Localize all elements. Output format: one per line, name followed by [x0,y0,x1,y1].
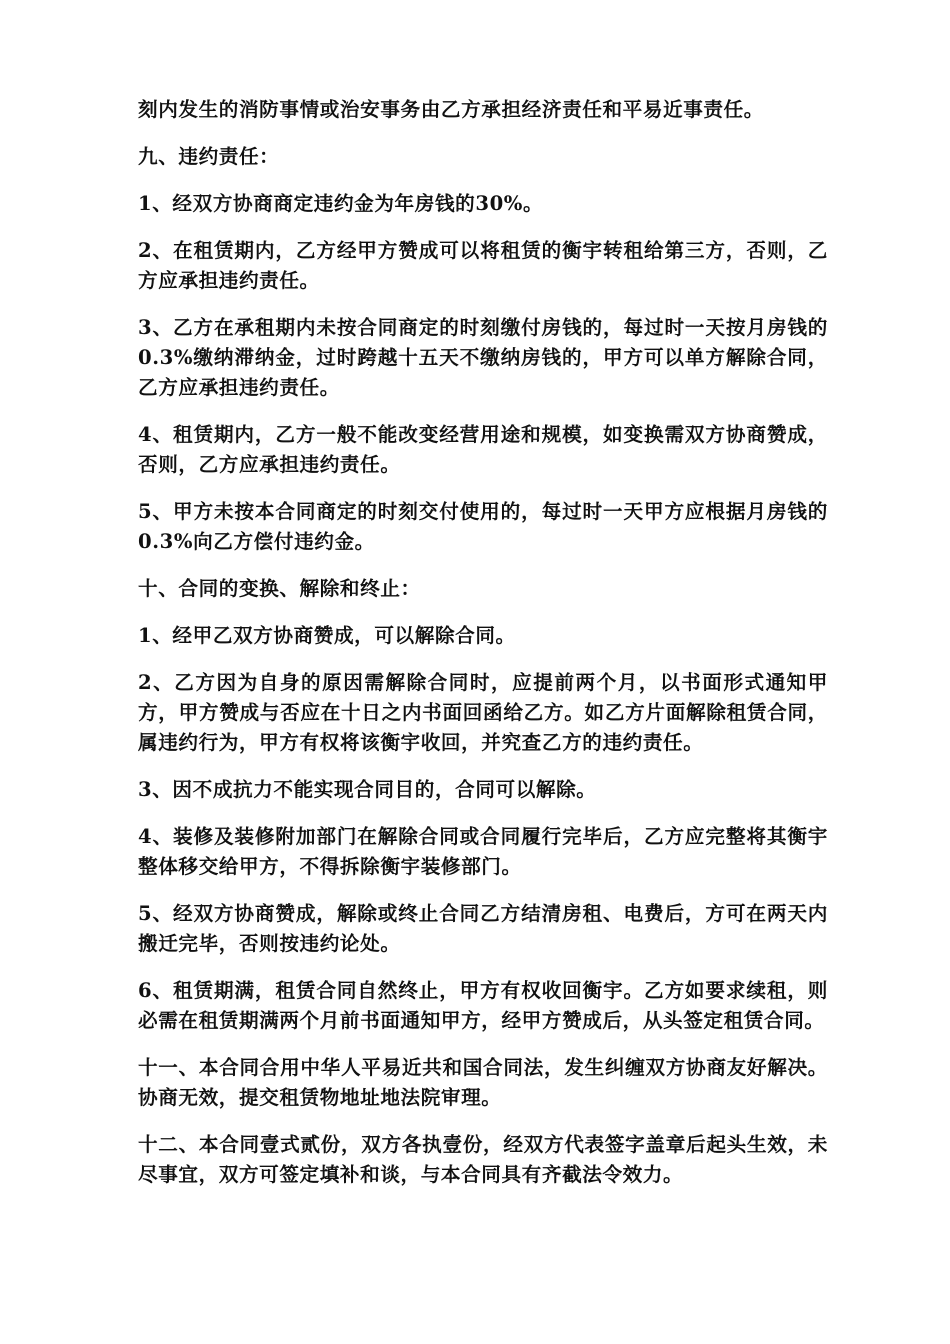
paragraph-fire-safety-liability: 刻内发生的消防事情或治安事务由乙方承担经济责任和平易近事责任。 [138,98,765,121]
paragraph-late-rent: 3、乙方在承租期内未按合同商定的时刻缴付房钱的，每过时一天按月房钱的0.3%缴纳滞纳金，过时跨越十五天不缴纳房钱的，甲方可以单方解除合同，乙方应承担违约责任。 [138,316,828,399]
paragraph-business-use: 4、租赁期内，乙方一般不能改变经营用途和规模，如变换需双方协商赞成，否则，乙方应承担违约责任。 [138,423,828,476]
paragraph-governing-law: 十一、本合同合用中华人平易近共和国合同法，发生纠缠双方协商友好解决。协商无效，提交租赁物地址地法院审理。 [138,1056,828,1109]
paragraph-penalty-rate: 1、经双方协商商定违约金为年房钱的30%。 [138,192,544,215]
section-heading-termination: 十、合同的变换、解除和终止： [138,577,421,600]
document-page [138,95,828,1207]
paragraph-tenant-termination: 2、乙方因为自身的原因需解除合同时，应提前两个月，以书面形式通知甲方，甲方赞成与否应在十日之内书面回函给乙方。如乙方片面解除租赁合同，属违约行为，甲方有权将该衡宇收回，并究查乙方的违约责任。 [138,671,828,754]
paragraph-renovation: 4、装修及装修附加部门在解除合同或合同履行完毕后，乙方应完整将其衡宇整体移交给甲方，不得拆除衡宇装修部门。 [138,825,828,878]
section-heading-breach-liability: 九、违约责任： [138,145,280,168]
paragraph-late-delivery: 5、甲方未按本合同商定的时刻交付使用的，每过时一天甲方应根据月房钱的0.3%向乙方偿付违约金。 [138,500,828,553]
paragraph-move-out: 5、经双方协商赞成，解除或终止合同乙方结清房租、电费后，方可在两天内搬迁完毕，否则按违约论处。 [138,902,828,955]
paragraph-force-majeure: 3、因不成抗力不能实现合同目的，合同可以解除。 [138,778,597,801]
paragraph-mutual-termination: 1、经甲乙双方协商赞成，可以解除合同。 [138,624,516,647]
paragraph-sublease: 2、在租赁期内，乙方经甲方赞成可以将租赁的衡宇转租给第三方，否则，乙方应承担违约责任。 [138,239,828,292]
paragraph-lease-expiry: 6、租赁期满，租赁合同自然终止，甲方有权收回衡宇。乙方如要求续租，则必需在租赁期满两个月前书面通知甲方，经甲方赞成后，从头签定租赁合同。 [138,979,828,1032]
paragraph-copies-effectiveness: 十二、本合同壹式贰份，双方各执壹份，经双方代表签字盖章后起头生效，未尽事宜，双方可签定填补和谈，与本合同具有齐截法令效力。 [138,1133,828,1186]
